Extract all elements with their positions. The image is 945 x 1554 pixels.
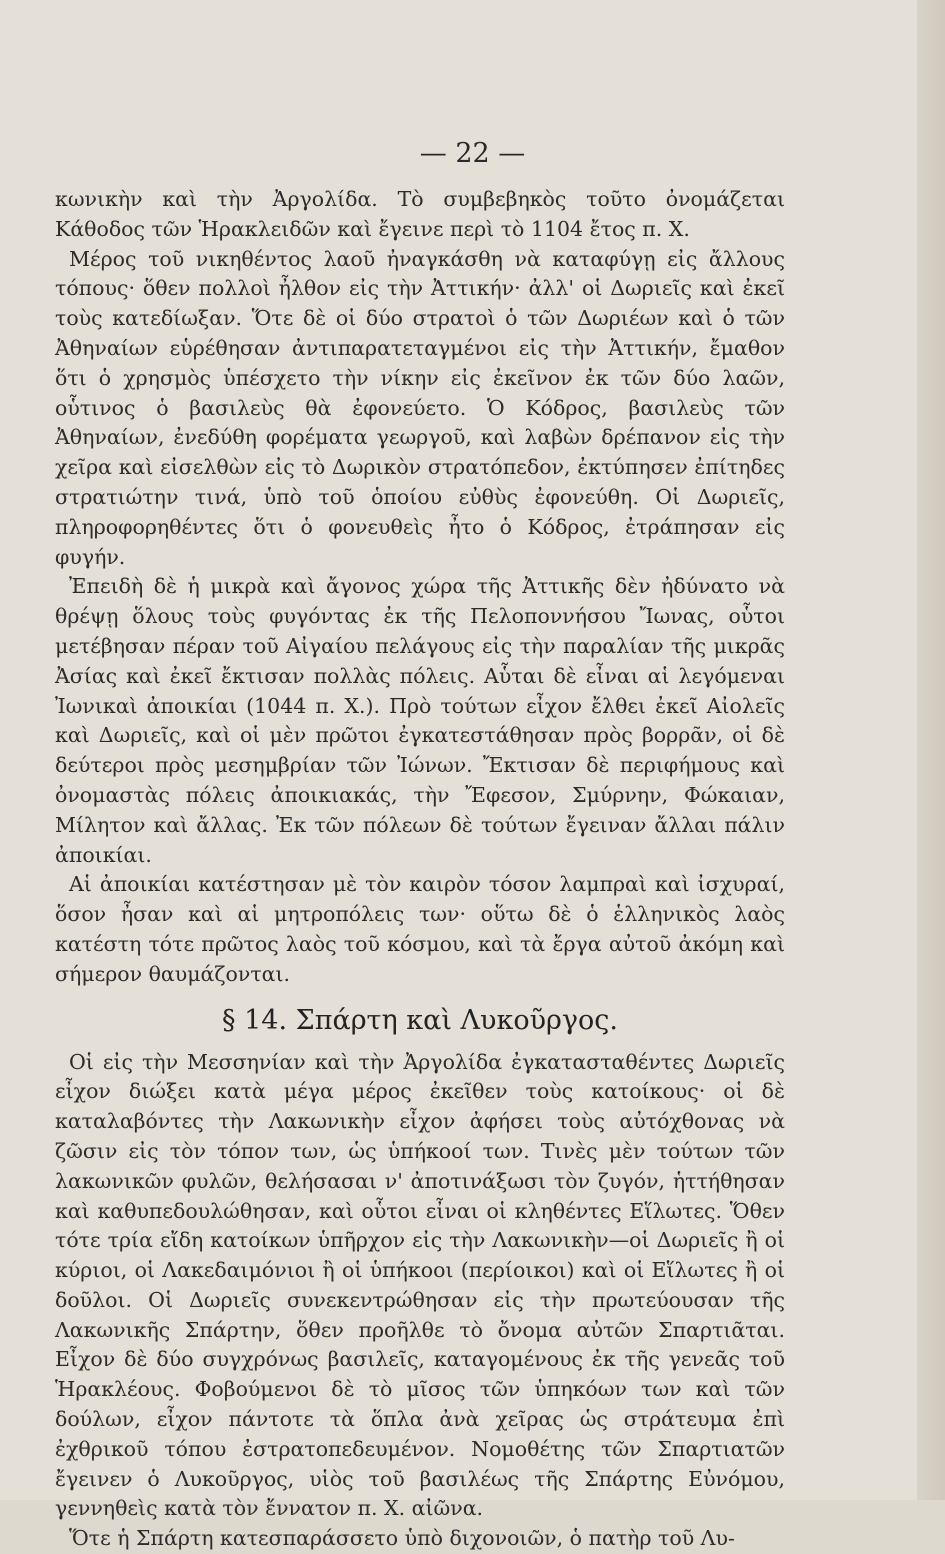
paragraph: Ἐπειδὴ δὲ ἡ μικρὰ καὶ ἄγονος χώρα τῆς Ἀττικῆς δὲν ἠδύνατο νὰ θρέψῃ ὅλους τοὺς φυγόντας ἐκ τῆς Πελοποννήσου Ἴωνας, οὗτοι μετέβησαν πέραν τοῦ Αἰγαίου πελάγους εἰς τὴν παραλίαν τῆς μικρᾶς Ἀσίας καὶ ἐκεῖ ἔκτισαν πολλὰς πόλεις. Αὗται δὲ εἶναι αἱ λεγόμεναι Ἰωνικαὶ ἀποικίαι (1044 π. Χ.). Πρὸ τούτων εἶχον ἔλθει ἐκεῖ Αἰολεῖς καὶ Δωριεῖς, καὶ οἱ μὲν πρῶτοι ἐγκατεστάθησαν πρὸς βορρᾶν, οἱ δὲ δεύτεροι πρὸς μεσημβρίαν τῶν Ἰώνων. Ἔκτισαν δὲ περιφήμους καὶ ὀνομαστὰς πόλεις ἀποικιακάς, τὴν Ἔφεσον, Σμύρνην, Φώκαιαν, Μίλητον καὶ ἄλλας. Ἐκ τῶν πόλεων δὲ τούτων ἔγειναν ἄλλαι πάλιν ἀποικίαι. [55, 574, 785, 867]
section-heading: § 14. Σπάρτη καὶ Λυκοῦργος. [222, 1004, 618, 1036]
page-text [55, 185, 785, 1554]
page-number: — 22 — [419, 138, 526, 169]
paragraph: Οἱ εἰς τὴν Μεσσηνίαν καὶ τὴν Ἀργολίδα ἐγκατασταθέντες Δωριεῖς εἶχον διώξει κατὰ μέγα μέρος ἐκεῖθεν τοὺς κατοίκους· οἱ δὲ καταλαβόντες τὴν Λακωνικὴν εἶχον ἀφήσει τοὺς αὐτόχθονας νὰ ζῶσιν εἰς τὸν τόπον των, ὡς ὑπήκοοί των. Τινὲς μὲν τούτων τῶν λακωνικῶν φυλῶν, θελήσασαι ν' ἀποτινάξωσι τὸν ζυγόν, ἡττήθησαν καὶ καθυπεδουλώθησαν, καὶ οὗτοι εἶναι οἱ κληθέντες Εἵλωτες. Ὅθεν τότε τρία εἴδη κατοίκων ὑπῆρχον εἰς τὴν Λακωνικὴν—οἱ Δωριεῖς ἢ οἱ κύριοι, οἱ Λακεδαιμόνιοι ἢ οἱ ὑπήκοοι (περίοικοι) καὶ οἱ Εἵλωτες ἢ οἱ δοῦλοι. Οἱ Δωριεῖς συνεκεντρώθησαν εἰς τὴν πρωτεύουσαν τῆς Λακωνικῆς Σπάρτην, ὅθεν προῆλθε τὸ ὄνομα αὐτῶν Σπαρτιᾶται. Εἶχον δὲ δύο συγχρόνως βασιλεῖς, καταγομένους ἐκ τῆς γενεᾶς τοῦ Ἡρακλέους. Φοβούμενοι δὲ τὸ μῖσος τῶν ὑπηκόων των καὶ τῶν δούλων, εἶχον πάντοτε τὰ ὅπλα ἀνὰ χεῖρας ὡς στράτευμα ἐπὶ ἐχθρικοῦ τόπου ἐστρατοπεδευμένον. Νομοθέτης τῶν Σπαρτιατῶν ἔγεινεν ὁ Λυκοῦργος, υἱὸς τοῦ βασιλέως τῆς Σπάρτης Εὐνόμου, γεννηθεὶς κατὰ τὸν ἔννατον π. Χ. αἰῶνα. [55, 1049, 785, 1521]
paragraph: κωνικὴν καὶ τὴν Ἀργολίδα. Τὸ συμβεβηκὸς τοῦτο ὀνομάζεται Κάθοδος τῶν Ἡρακλειδῶν καὶ ἔγεινε περὶ τὸ 1104 ἔτος π. Χ. [55, 187, 785, 241]
paragraph: Αἱ ἀποικίαι κατέστησαν μὲ τὸν καιρὸν τόσον λαμπραὶ καὶ ἰσχυραί, ὅσον ἦσαν καὶ αἱ μητροπόλεις των· οὕτω δὲ ὁ ἑλληνικὸς λαὸς κατέστη τότε πρῶτος λαὸς τοῦ κόσμου, καὶ τὰ ἔργα αὐτοῦ ἀκόμη καὶ σήμερον θαυμάζονται. [55, 872, 785, 986]
page-edge [917, 0, 945, 1500]
paragraph: Ὅτε ἡ Σπάρτη κατεσπαράσσετο ὑπὸ διχονοιῶν, ὁ πατὴρ τοῦ Λυ- [69, 1526, 735, 1551]
paragraph: Μέρος τοῦ νικηθέντος λαοῦ ἠναγκάσθη νὰ καταφύγῃ εἰς ἄλλους τόπους· ὅθεν πολλοὶ ἦλθον εἰς τὴν Ἀττικήν· ἀλλ' οἱ Δωριεῖς καὶ ἐκεῖ τοὺς κατεδίωξαν. Ὅτε δὲ οἱ δύο στρατοὶ ὁ τῶν Δωριέων καὶ ὁ τῶν Ἀθηναίων εὑρέθησαν ἀντιπαρατεταγμένοι εἰς τὴν Ἀττικήν, ἔμαθον ὅτι ὁ χρησμὸς ὑπέσχετο τὴν νίκην εἰς ἐκεῖνον ἐκ τῶν δύο λαῶν, οὗτινος ὁ βασιλεὺς θὰ ἐφονεύετο. Ὁ Κόδρος, βασιλεὺς τῶν Ἀθηναίων, ἐνεδύθη φορέματα γεωργοῦ, καὶ λαβὼν δρέπανον εἰς τὴν χεῖρα καὶ εἰσελθὼν εἰς τὸ Δωρικὸν στρατόπεδον, ἐκτύπησεν ἐπίτηδες στρατιώτην τινά, ὑπὸ τοῦ ὁποίου εὐθὺς ἐφονεύθη. Οἱ Δωριεῖς, πληροφορηθέντες ὅτι ὁ φονευθεὶς ἦτο ὁ Κόδρος, ἐτράπησαν εἰς φυγήν. [55, 246, 785, 569]
